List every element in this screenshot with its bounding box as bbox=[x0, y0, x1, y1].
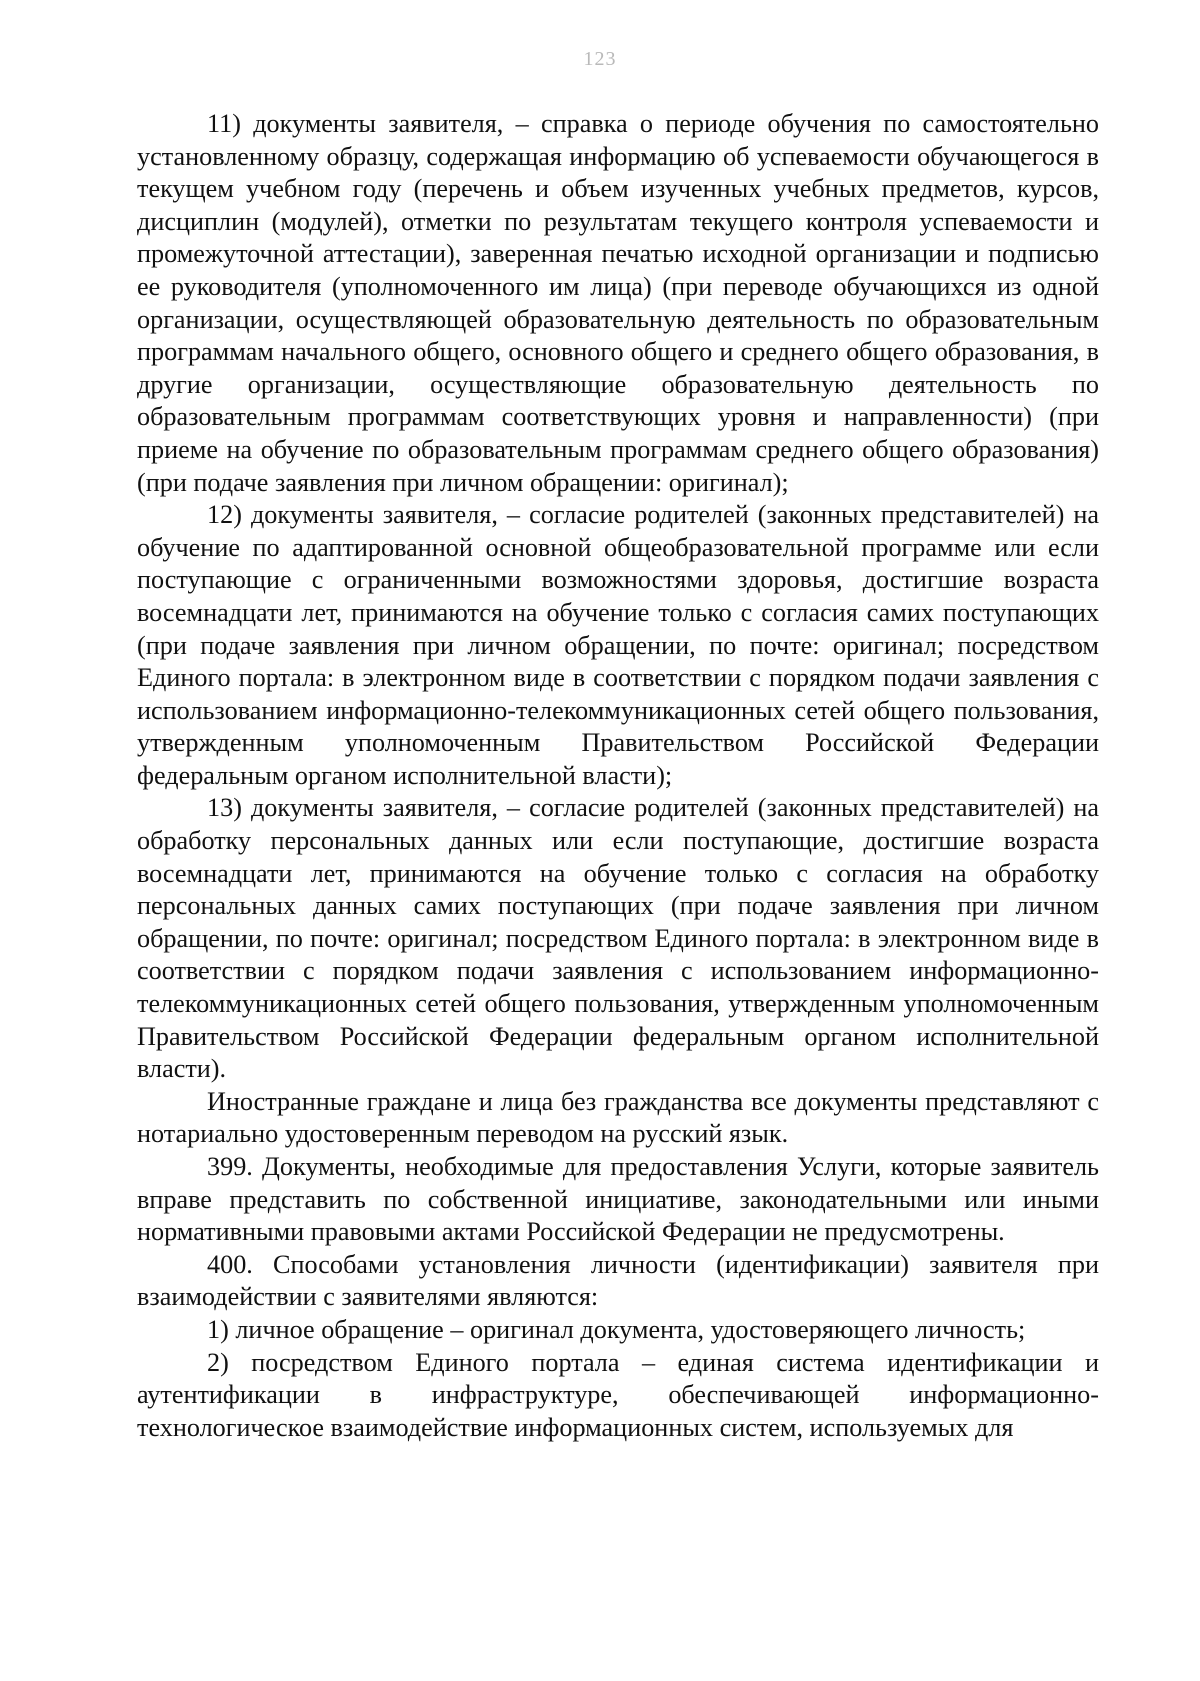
paragraph-item-12: 12) документы заявителя, – согласие родителей (законных представителей) на обучение по адаптированной основной общеобразовательной программе или если поступающие с ограниченными возможностями здоровья, достигшие возраста восемнадцати лет, принимаются на обучение только с согласия самих поступающих (при подаче заявления при личном обращении, по почте: оригинал; посредством Единого портала: в электронном виде в соответствии с порядком подачи заявления с использованием информационно-телекоммуникационных сетей общего пользования, утвержденным уполномоченным Правительством Российской Федерации федеральным органом исполнительной власти); bbox=[137, 500, 1099, 790]
paragraph-foreign-citizens: Иностранные граждане и лица без гражданства все документы представляют с нотариально удостоверенным переводом на русский язык. bbox=[137, 1086, 1099, 1149]
paragraph-400-item-1: 1) личное обращение – оригинал документа, удостоверяющего личность; bbox=[207, 1314, 1026, 1344]
paragraph-400-item-2: 2) посредством Единого портала – единая система идентификации и аутентификации в инфраструктуре, обеспечивающей информационно-технологическое взаимодействие информационных систем, используемых для bbox=[137, 1347, 1099, 1442]
page-number: 123 bbox=[583, 48, 617, 70]
document-body bbox=[137, 108, 1099, 1444]
paragraph-400: 400. Способами установления личности (идентификации) заявителя при взаимодействии с заявителями являются: bbox=[137, 1249, 1099, 1312]
paragraph-399: 399. Документы, необходимые для предоставления Услуги, которые заявитель вправе представить по собственной инициативе, законодательными или иными нормативными правовыми актами Российской Федерации не предусмотрены. bbox=[137, 1152, 1099, 1247]
paragraph-item-11: 11) документы заявителя, – справка о периоде обучения по самостоятельно установленному образцу, содержащая информацию об успеваемости обучающегося в текущем учебном году (перечень и объем изученных учебных предметов, курсов, дисциплин (модулей), отметки по результатам текущего контроля успеваемости и промежуточной аттестации), заверенная печатью исходной организации и подписью ее руководителя (уполномоченного им лица) (при переводе обучающихся из одной организации, осуществляющей образовательную деятельность по образовательным программам начального общего, основного общего и среднего общего образования, в другие организации, осуществляющие образовательную деятельность по образовательным программам соответствующих уровня и направленности) (при приеме на обучение по образовательным программам среднего общего образования) (при подаче заявления при личном обращении: оригинал); bbox=[137, 109, 1099, 497]
paragraph-item-13: 13) документы заявителя, – согласие родителей (законных представителей) на обработку персональных данных или если поступающие, достигшие возраста восемнадцати лет, принимаются на обучение только с согласия на обработку персональных данных самих поступающих (при подаче заявления при личном обращении, по почте: оригинал; посредством Единого портала: в электронном виде в соответствии с порядком подачи заявления с использованием информационно-телекоммуникационных сетей общего пользования, утвержденным уполномоченным Правительством Российской Федерации федеральным органом исполнительной власти). bbox=[137, 793, 1099, 1084]
